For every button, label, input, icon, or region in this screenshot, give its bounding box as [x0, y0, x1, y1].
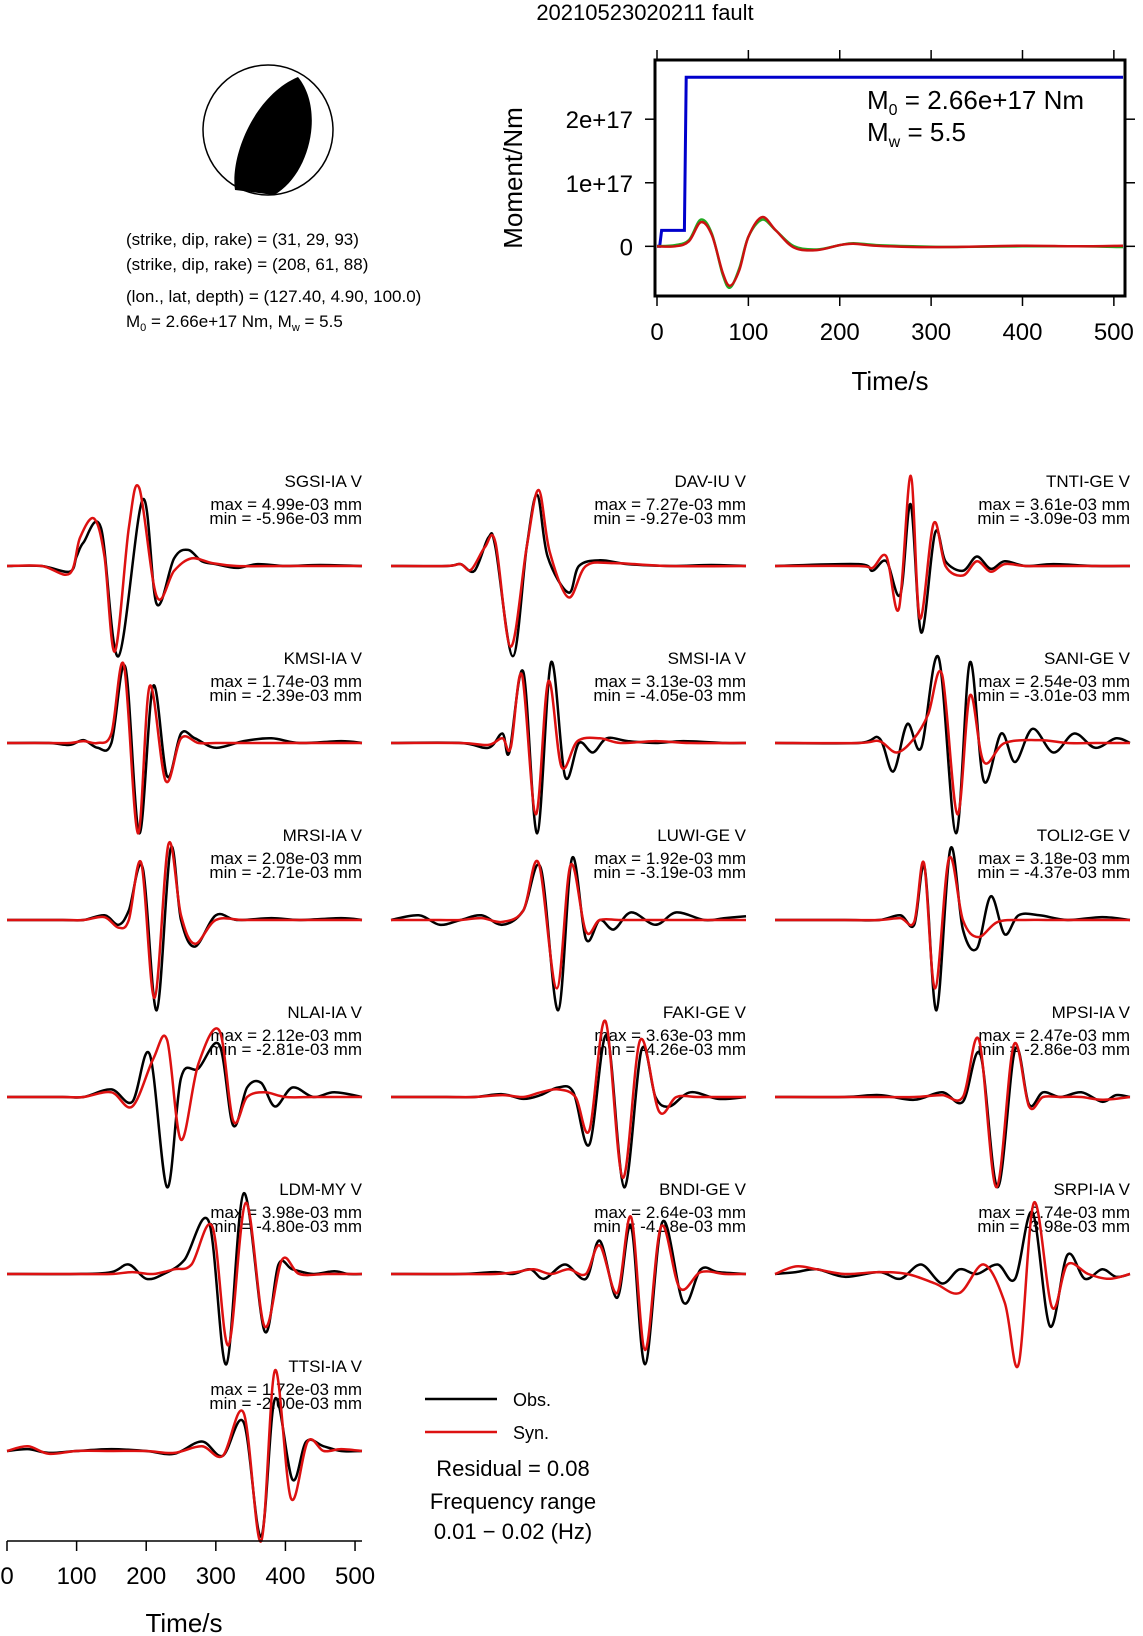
station-max: max = 2.54e-03 mm	[978, 672, 1130, 691]
moment-annotation-mw: $M_w = 5.5$	[867, 117, 967, 151]
moment-y-tick-label: 1e+17	[565, 170, 633, 198]
observed-trace	[7, 1043, 362, 1188]
waveform-grid	[7, 472, 1131, 1542]
station-name: BNDI-GE V	[659, 1180, 746, 1199]
mechanism-line-2: (strike, dip, rake) = (208, 61, 88)	[126, 255, 369, 274]
station-panel	[775, 1180, 1131, 1367]
station-name: KMSI-IA V	[283, 649, 362, 668]
synthetic-trace	[775, 1038, 1130, 1188]
waveform-x-label: Time/s	[145, 1608, 223, 1636]
moment-y-tick-label: 2e+17	[565, 107, 633, 135]
waveform-x-tick-label: 0	[0, 1563, 14, 1590]
station-max: max = 4.99e-03 mm	[210, 495, 362, 514]
station-max: max = 3.61e-03 mm	[978, 495, 1130, 514]
station-panel	[775, 1003, 1131, 1187]
moment-x-tick-label: 300	[911, 319, 952, 346]
station-name: SMSI-IA V	[667, 649, 746, 668]
moment-annotation-m0: $M_0 = 2.66e+17$ Nm	[867, 85, 1085, 119]
station-min: min = -2.86e-03 mm	[977, 1040, 1130, 1059]
station-max: max = 3.63e-03 mm	[594, 1026, 746, 1045]
station-min: min = -3.19e-03 mm	[593, 863, 746, 882]
mechanism-line-3: (lon., lat, depth) = (127.40, 4.90, 100.0)	[126, 287, 422, 306]
station-panel	[7, 826, 363, 1010]
station-panel	[7, 1357, 363, 1542]
station-min: min = -2.39e-03 mm	[209, 686, 362, 705]
station-panel	[391, 1180, 747, 1364]
station-panel	[391, 472, 747, 656]
station-max: max = 2.74e-03 mm	[978, 1203, 1130, 1222]
waveform-x-tick-label: 500	[335, 1563, 376, 1590]
moment-x-tick-label: 0	[650, 319, 664, 346]
station-max: max = 2.08e-03 mm	[210, 849, 362, 868]
station-panel	[391, 649, 747, 833]
station-panel	[7, 1003, 363, 1187]
station-name: SANI-GE V	[1044, 649, 1130, 668]
station-name: DAV-IU V	[674, 472, 746, 491]
station-name: TTSI-IA V	[288, 1357, 362, 1376]
legend-obs-label: Obs.	[513, 1390, 552, 1410]
beachball-icon	[203, 65, 333, 195]
waveform-x-tick-label: 400	[265, 1563, 306, 1590]
moment-y-label: Moment/Nm	[498, 107, 528, 249]
station-min: min = -5.96e-03 mm	[209, 509, 362, 528]
waveform-x-tick-label: 300	[195, 1563, 236, 1590]
station-min: min = -3.01e-03 mm	[977, 686, 1130, 705]
legend	[425, 1390, 596, 1544]
station-panel	[7, 472, 363, 656]
station-name: FAKI-GE V	[662, 1003, 746, 1022]
station-max: max = 3.98e-03 mm	[210, 1203, 362, 1222]
station-panel	[7, 1180, 363, 1364]
station-panel	[7, 649, 363, 833]
station-name: LUWI-GE V	[657, 826, 746, 845]
station-panel	[775, 472, 1131, 633]
frequency-title: Frequency range	[429, 1489, 597, 1514]
station-min: min = -4.18e-03 mm	[593, 1217, 746, 1236]
station-max: max = 1.74e-03 mm	[210, 672, 362, 691]
station-min: min = -4.80e-03 mm	[209, 1217, 362, 1236]
station-min: min = -4.05e-03 mm	[593, 686, 746, 705]
station-min: min = -9.27e-03 mm	[593, 509, 746, 528]
figure-title: 20210523020211 fault	[536, 0, 754, 25]
mechanism-line-1: (strike, dip, rake) = (31, 29, 93)	[126, 230, 359, 249]
station-panel	[775, 826, 1131, 1010]
moment-x-tick-label: 400	[1002, 319, 1043, 346]
station-name: LDM-MY V	[279, 1180, 362, 1199]
moment-rate-a-line	[657, 219, 1123, 287]
station-max: max = 7.27e-03 mm	[594, 495, 746, 514]
station-max: max = 3.18e-03 mm	[978, 849, 1130, 868]
moment-y-axis	[566, 107, 1135, 261]
station-name: TOLI2-GE V	[1036, 826, 1130, 845]
moment-rate-b-line	[657, 217, 1123, 286]
waveform-x-axis	[0, 1541, 375, 1590]
station-max: max = 2.64e-03 mm	[594, 1203, 746, 1222]
waveform-x-tick-label: 200	[126, 1563, 167, 1590]
moment-x-label: Time/s	[851, 366, 929, 396]
station-min: min = -4.26e-03 mm	[593, 1040, 746, 1059]
station-max: max = 3.13e-03 mm	[594, 672, 746, 691]
moment-x-tick-label: 200	[819, 319, 860, 346]
synthetic-trace	[391, 1216, 746, 1350]
legend-syn-label: Syn.	[513, 1423, 550, 1443]
station-panel	[391, 1003, 747, 1187]
station-min: min = -3.98e-03 mm	[977, 1217, 1130, 1236]
observed-trace	[391, 1221, 746, 1364]
station-min: min = -3.09e-03 mm	[977, 509, 1130, 528]
station-max: max = 2.12e-03 mm	[210, 1026, 362, 1045]
mechanism-info	[126, 230, 421, 334]
station-name: TNTI-GE V	[1045, 472, 1130, 491]
station-name: SGSI-IA V	[284, 472, 362, 491]
residual-text: Residual = 0.08	[436, 1456, 590, 1481]
station-name: NLAI-IA V	[287, 1003, 362, 1022]
station-name: SRPI-IA V	[1053, 1180, 1130, 1199]
station-name: MRSI-IA V	[282, 826, 362, 845]
moment-x-tick-label: 500	[1093, 319, 1134, 346]
observed-trace	[7, 1398, 362, 1537]
frequency-value: 0.01 − 0.02 (Hz)	[433, 1519, 593, 1544]
station-max: max = 1.92e-03 mm	[594, 849, 746, 868]
moment-rate-chart	[498, 50, 1135, 396]
station-min: min = -2.00e-03 mm	[209, 1394, 362, 1413]
station-panel	[775, 649, 1131, 833]
station-max: max = 2.47e-03 mm	[978, 1026, 1130, 1045]
station-min: min = -4.37e-03 mm	[977, 863, 1130, 882]
observed-trace	[775, 1047, 1130, 1187]
station-panel	[391, 826, 747, 1010]
station-min: min = -2.81e-03 mm	[209, 1040, 362, 1059]
station-max: max = 1.72e-03 mm	[210, 1380, 362, 1399]
mechanism-moment-line: $M_0 = 2.66e+17$ Nm, $M_w = 5.5$	[126, 312, 343, 334]
moment-x-tick-label: 100	[728, 319, 769, 346]
moment-y-tick-label: 0	[619, 234, 633, 262]
station-min: min = -2.71e-03 mm	[209, 863, 362, 882]
station-name: MPSI-IA V	[1051, 1003, 1130, 1022]
waveform-x-tick-label: 100	[56, 1563, 97, 1590]
